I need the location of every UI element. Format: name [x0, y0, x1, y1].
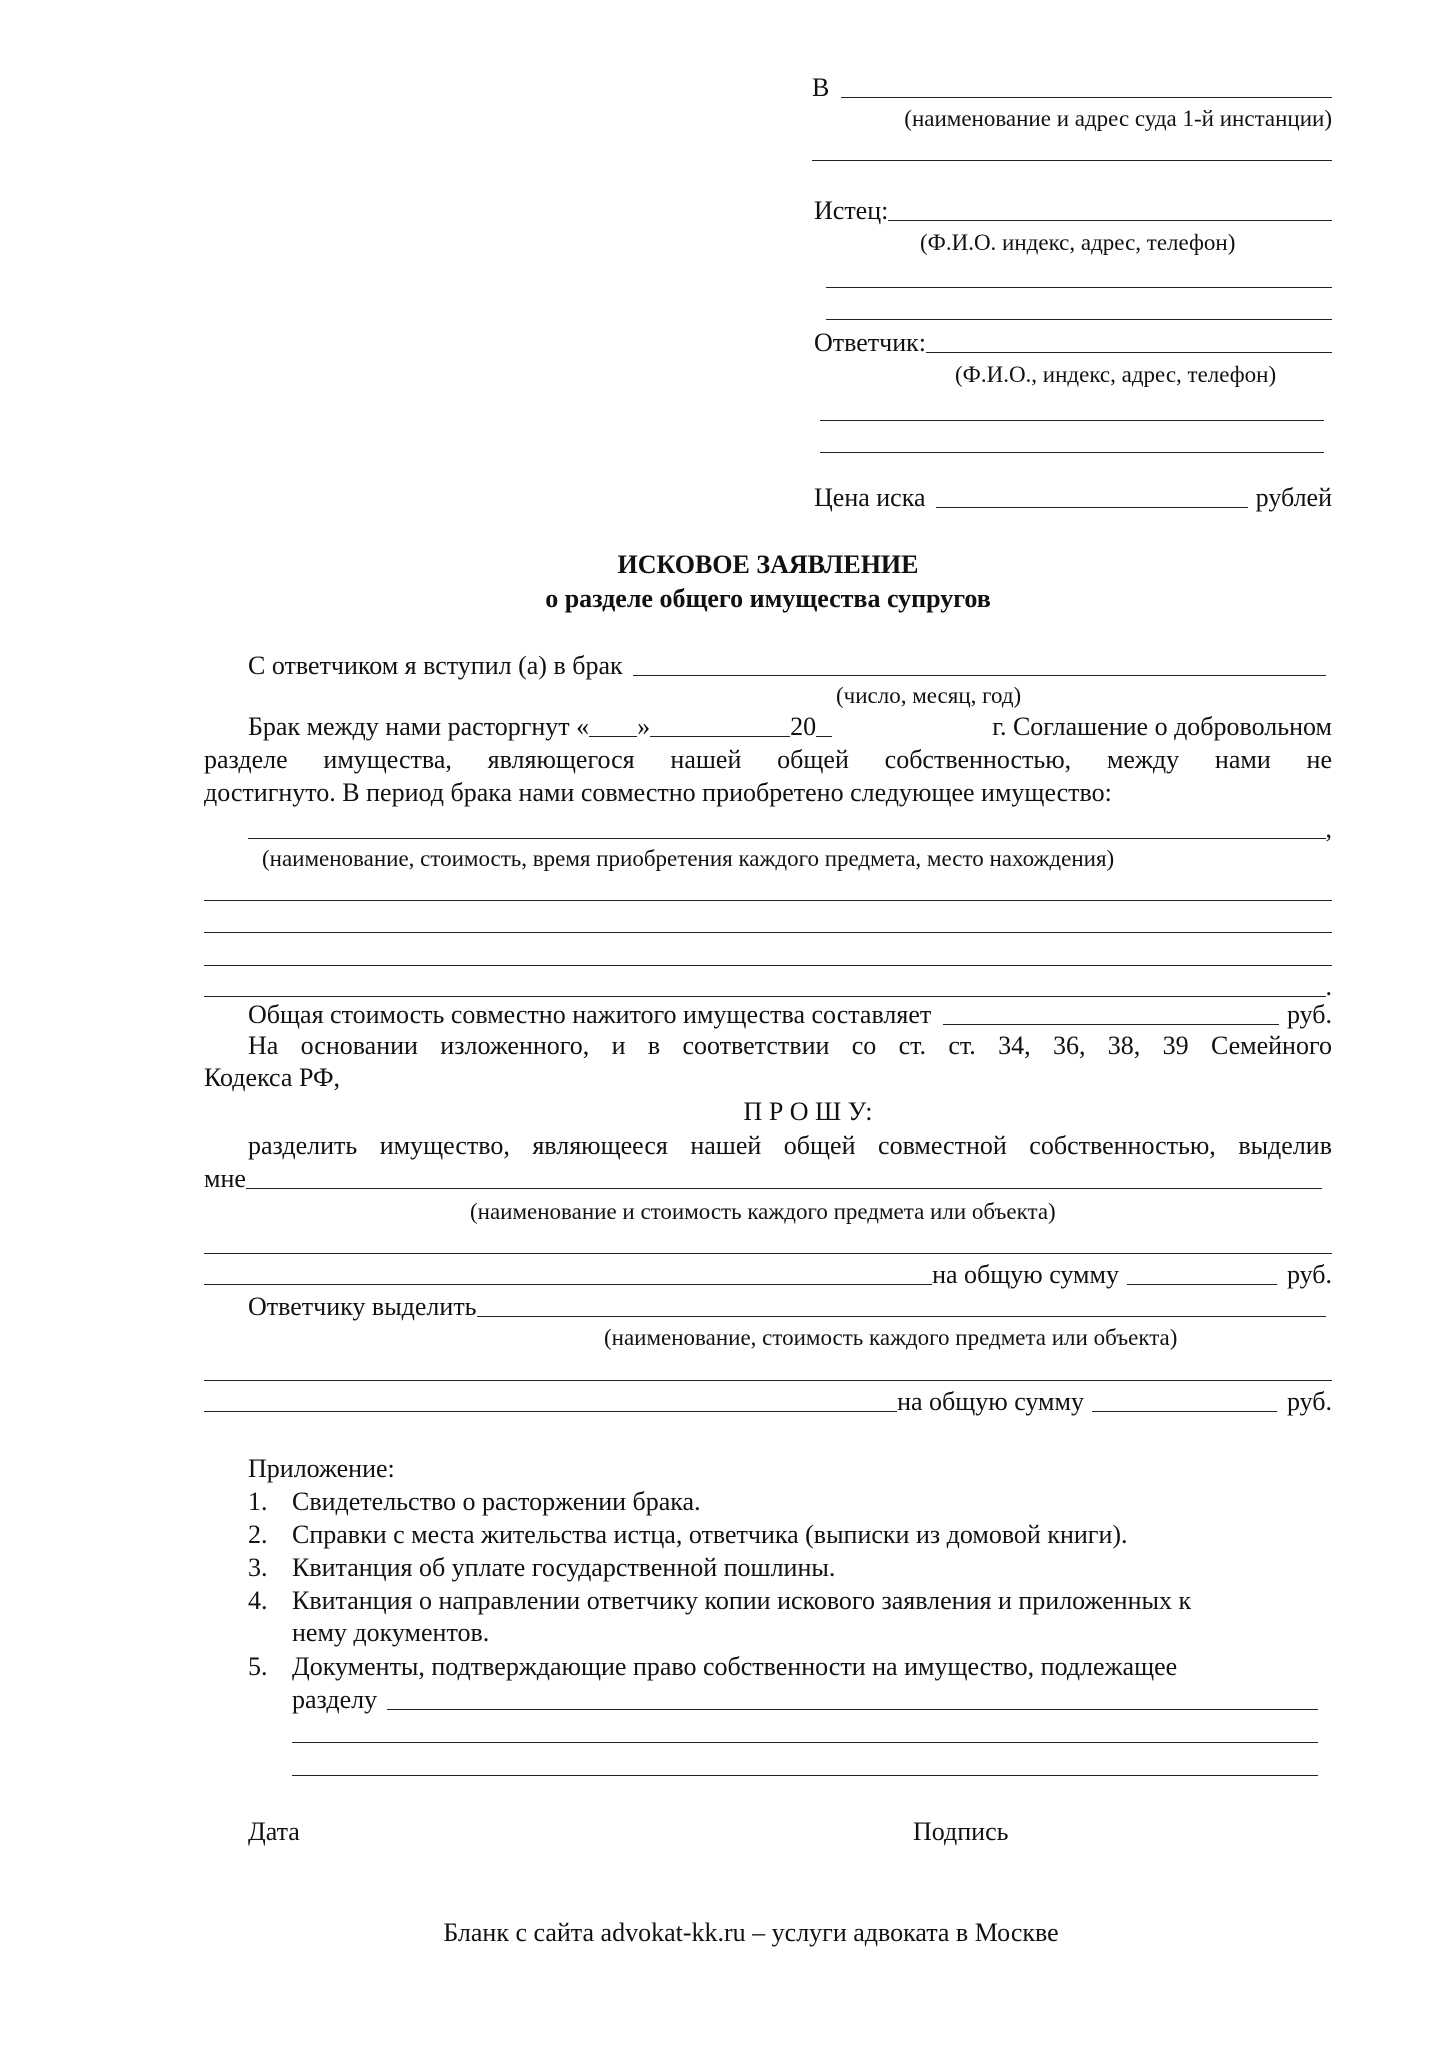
comma: , — [1325, 814, 1332, 843]
property-blank-1[interactable] — [248, 812, 1332, 846]
defendant-blank[interactable] — [926, 351, 1332, 353]
total-value-blank[interactable] — [943, 1023, 1279, 1025]
court-prefix: В — [812, 73, 830, 102]
attachment-item: 1. Свидетельство о расторжении брака. — [248, 1487, 701, 1516]
request-hint: (наименование и стоимость каждого предмета или объекта) — [470, 1199, 1056, 1224]
basis-line-2: Кодекса РФ, — [204, 1063, 341, 1092]
request-me-blank[interactable] — [246, 1187, 1322, 1189]
request-me-line — [204, 1162, 1322, 1196]
defendant-sum-line — [204, 1385, 1332, 1419]
rub-unit: руб. — [1286, 1260, 1332, 1289]
request-heading: П Р О Ш У: — [743, 1097, 873, 1126]
document-subtitle: о разделе общего имущества супругов — [545, 584, 991, 613]
property-blank-3[interactable] — [204, 906, 1332, 940]
divorce-month-blank[interactable] — [650, 735, 790, 737]
claim-price-unit: рублей — [1255, 483, 1332, 512]
rub-unit: руб. — [1286, 1387, 1332, 1416]
plaintiff-items-blank[interactable] — [204, 1283, 932, 1285]
documents-blank-2[interactable] — [292, 1716, 1318, 1750]
documents-blank[interactable] — [387, 1708, 1318, 1710]
defendant-alloc-hint: (наименование, стоимость каждого предмета или объекта) — [604, 1325, 1178, 1350]
claim-price-field — [814, 481, 1332, 515]
agreement-text: г. Соглашение о добровольном — [992, 712, 1332, 741]
total-label: Общая стоимость совместно нажитого имущества составляет — [248, 1000, 932, 1029]
attachment-item: 2. Справки с места жительства истца, ответчика (выписки из домовой книги). — [248, 1520, 1128, 1549]
document-title: ИСКОВОЕ ЗАЯВЛЕНИЕ — [617, 550, 919, 579]
defendant-blank-2[interactable] — [820, 394, 1324, 428]
divorce-label: Брак между нами расторгнут « — [248, 712, 590, 741]
attachment-item: 4. Квитанция о направлении ответчику копии искового заявления и приложенных к — [248, 1586, 1192, 1615]
property-blank-2[interactable] — [204, 874, 1332, 908]
plaintiff-label: Истец: — [814, 196, 889, 225]
attachments-heading: Приложение: — [248, 1454, 395, 1483]
total-sum-label: на общую сумму — [932, 1260, 1119, 1289]
court-hint: (наименование и адрес суда 1-й инстанции) — [904, 106, 1332, 131]
defendant-alloc-label: Ответчику выделить — [248, 1292, 477, 1321]
plaintiff-field — [814, 194, 1332, 228]
footer-text: Бланк с сайта advokat-kk.ru – услуги адвоката в Москве — [443, 1918, 1059, 1947]
marriage-line — [248, 649, 1326, 683]
request-blank-2[interactable] — [204, 1227, 1332, 1261]
attachment-item-cont: нему документов. — [292, 1618, 490, 1647]
court-field — [812, 71, 1332, 105]
year-prefix: 20 — [790, 712, 817, 741]
request-me-label: мне — [204, 1164, 246, 1193]
defendant-alloc-blank-2[interactable] — [204, 1354, 1332, 1388]
paragraph-line-3: достигнуто. В период брака нами совместно приобретено следующее имущество: — [204, 778, 1112, 807]
defendant-field — [814, 326, 1332, 360]
marriage-date-blank[interactable] — [633, 674, 1326, 676]
defendant-label: Ответчик: — [814, 328, 927, 357]
defendant-alloc-line — [248, 1290, 1326, 1324]
quote-close: » — [637, 712, 651, 741]
total-value-line — [248, 998, 1332, 1032]
attachment-item: 3. Квитанция об уплате государственной пошлины. — [248, 1553, 836, 1582]
marriage-label: С ответчиком я вступил (а) в брак — [248, 651, 623, 680]
claim-price-blank[interactable] — [936, 506, 1248, 508]
defendant-alloc-blank[interactable] — [477, 1315, 1326, 1317]
court-blank[interactable] — [841, 96, 1332, 98]
defendant-blank-3[interactable] — [820, 426, 1324, 460]
divorce-year-blank[interactable] — [816, 735, 832, 737]
plaintiff-sum-line — [204, 1258, 1332, 1292]
date-label: Дата — [248, 1817, 300, 1846]
basis-line-1: На основании изложенного, и в соответствии со ст. ст. 34, 36, 38, 39 Семейного — [248, 1031, 1332, 1060]
paragraph-line-2: разделе имущества, являющегося нашей общей собственностью, между нами не — [204, 745, 1332, 774]
marriage-hint: (число, месяц, год) — [836, 683, 1022, 708]
claim-price-label: Цена иска — [814, 483, 926, 512]
defendant-sum-blank[interactable] — [1092, 1410, 1277, 1412]
rub-unit: руб. — [1286, 1000, 1332, 1029]
attachment-item-cont: разделу — [292, 1683, 1318, 1717]
divorce-day-blank[interactable] — [589, 735, 637, 737]
divorce-line — [248, 710, 1332, 744]
plaintiff-blank-3[interactable] — [826, 293, 1332, 327]
property-blank-4[interactable] — [204, 939, 1332, 973]
period: . — [1325, 972, 1332, 1001]
request-line-1: разделить имущество, являющееся нашей общей совместной собственностью, выделив — [248, 1131, 1332, 1160]
plaintiff-hint: (Ф.И.О. индекс, адрес, телефон) — [920, 230, 1236, 255]
property-hint: (наименование, стоимость, время приобретения каждого предмета, место нахождения) — [262, 846, 1115, 871]
attachment-item: 5. Документы, подтверждающие право собственности на имущество, подлежащее — [248, 1652, 1178, 1681]
plaintiff-sum-blank[interactable] — [1127, 1283, 1277, 1285]
court-blank-2[interactable] — [812, 134, 1332, 168]
signature-label: Подпись — [913, 1817, 1009, 1846]
total-sum-label: на общую сумму — [897, 1387, 1084, 1416]
defendant-hint: (Ф.И.О., индекс, адрес, телефон) — [955, 362, 1277, 387]
plaintiff-blank[interactable] — [888, 219, 1332, 221]
documents-blank-3[interactable] — [292, 1749, 1318, 1783]
defendant-items-blank[interactable] — [204, 1410, 897, 1412]
plaintiff-blank-2[interactable] — [826, 261, 1332, 295]
